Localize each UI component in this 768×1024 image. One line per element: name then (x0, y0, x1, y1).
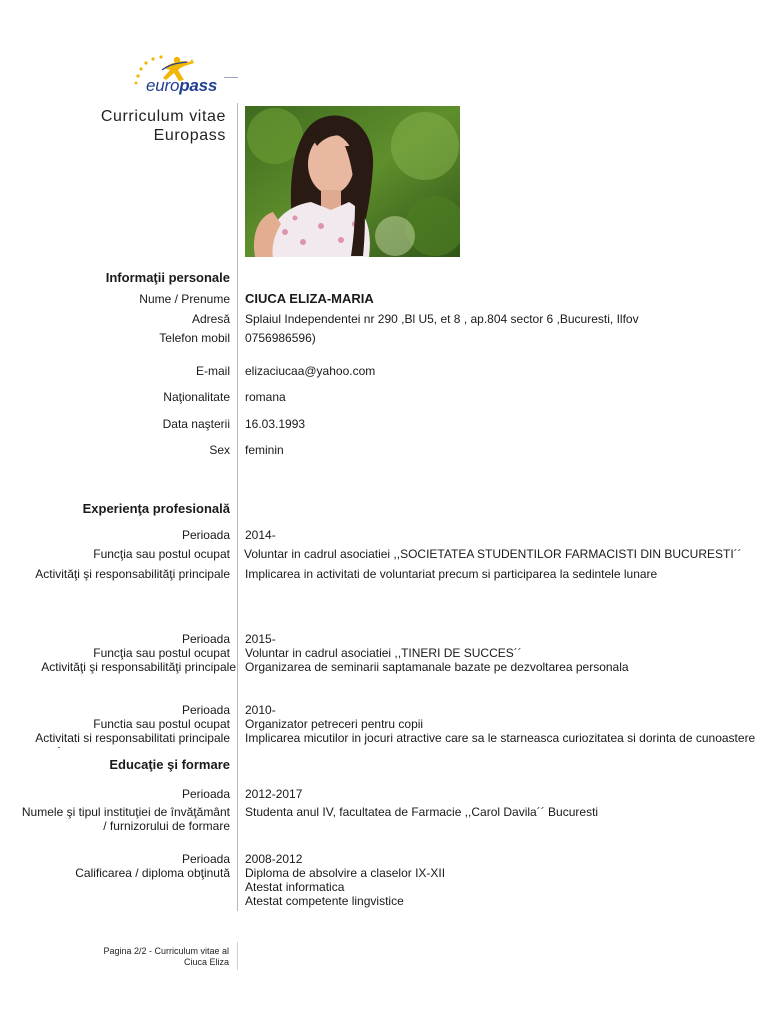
edu2-period-label: Perioada (181, 852, 230, 866)
cv-title-line1: Curriculum vitae (100, 108, 226, 125)
exp1-role: Voluntar in cadrul asociatiei ,,SOCIETATEA STUDENTILOR FARMACISTI DIN BUCURESTI´´ (244, 547, 742, 561)
logo-underline (224, 77, 238, 78)
exp2-activities-row (0, 660, 768, 676)
value-email[interactable]: elizaciucaa@yahoo.com (245, 364, 376, 378)
exp1-activities-row (0, 567, 768, 583)
exp1-activities: Implicarea in activitati de voluntariat precum si participarea la sedintele lunare (245, 567, 658, 581)
edu1-period: 2012-2017 (245, 787, 303, 801)
personal-row-address (0, 312, 768, 328)
value-sex: feminin (245, 443, 284, 457)
edu2-qualification-1: Diploma de absolvire a claselor IX-XII (245, 866, 446, 880)
exp3-activities: Implicarea micutilor in jocuri atractive care sa le starneasca curiozitatea si dorinta de cunoastere (245, 731, 756, 745)
edu2-qualification-label: Calificarea / diploma obţinută (75, 866, 230, 880)
exp3-activities-label: Activitati si responsabilitati principale (35, 731, 230, 745)
label-email: E-mail (195, 364, 230, 378)
exp3-period: 2010- (245, 703, 276, 717)
edu1-institution-label-1: Numele şi tipul instituţiei de învăţământ (21, 805, 230, 819)
value-address: Splaiul Independentei nr 290 ,Bl U5, et 8 , ap.804 sector 6 ,Bucuresti, Ilfov (245, 312, 639, 326)
edu1-period-row (0, 787, 768, 803)
label-nationality: Naţionalitate (163, 390, 230, 404)
label-birthdate: Data naşterii (162, 417, 230, 431)
europass-logo (132, 50, 242, 100)
footer-line2: Ciuca Eliza (183, 957, 229, 967)
exp2-period: 2015- (245, 632, 276, 646)
exp2-period-label: Perioada (181, 632, 230, 646)
logo-text-euro: euro (146, 76, 180, 95)
value-nationality: romana (245, 390, 286, 404)
exp1-activities-label: Activităţi şi responsabilităţi principale (35, 567, 230, 581)
edu1-period-label: Perioada (181, 787, 230, 801)
section-work-experience: Experienţa profesională (82, 501, 230, 516)
cv-title (101, 107, 226, 145)
exp3-role: Organizator petreceri pentru copii (245, 717, 424, 731)
exp3-activities-row (0, 731, 768, 747)
exp1-role-label: Funcţia sau postul ocupat (93, 547, 230, 561)
edu2-period: 2008-2012 (245, 852, 303, 866)
stray-mark (58, 747, 60, 748)
personal-row-birthdate (0, 417, 768, 433)
edu1-institution-label-2: / furnizorului de formare (103, 819, 230, 833)
page-footer (103, 946, 229, 968)
edu2-qualification-2: Atestat informatica (245, 880, 345, 894)
footer-divider (237, 942, 238, 970)
exp2-activities-label: Activităţi şi responsabilităţi principale (41, 660, 236, 674)
exp2-role-label: Funcţia sau postul ocupat (93, 646, 230, 660)
label-address: Adresă (191, 312, 230, 326)
edu2-qualification-3: Atestat competente lingvistice (245, 894, 404, 908)
value-name: CIUCA ELIZA-MARIA (245, 291, 374, 306)
exp1-period-label: Perioada (181, 528, 230, 542)
footer-line1: Pagina 2/2 - Curriculum vitae al (103, 946, 229, 956)
personal-row-name (0, 292, 768, 308)
exp3-role-label: Functia sau postul ocupat (93, 717, 230, 731)
cv-title-line2: Europass (153, 127, 226, 144)
edu1-institution: Studenta anul IV, facultatea de Farmacie ,,Carol Davila´´ Bucuresti (245, 805, 599, 819)
exp1-role-row (0, 547, 768, 563)
label-phone: Telefon mobil (159, 331, 230, 345)
logo-text-pass: pass (179, 76, 218, 95)
profile-photo (245, 106, 460, 257)
value-phone: 0756986596) (245, 331, 316, 345)
value-birthdate: 16.03.1993 (245, 417, 306, 431)
personal-row-nationality (0, 390, 768, 406)
edu2-qualification-row-3 (0, 894, 768, 910)
exp2-role: Voluntar in cadrul asociatiei ,,TINERI DE SUCCES´´ (245, 646, 522, 660)
label-name: Nume / Prenume (139, 292, 230, 306)
personal-row-phone (0, 331, 768, 347)
exp1-period: 2014- (245, 528, 276, 542)
exp2-activities: Organizarea de seminarii saptamanale bazate pe dezvoltarea personala (245, 660, 629, 674)
section-personal-info: Informaţii personale (105, 270, 230, 285)
edu1-institution-label-row (0, 819, 768, 835)
label-sex: Sex (209, 443, 230, 457)
personal-row-email (0, 364, 768, 380)
section-education: Educaţie şi formare (109, 757, 230, 772)
exp3-period-label: Perioada (181, 703, 230, 717)
exp1-period-row (0, 528, 768, 544)
personal-row-sex (0, 443, 768, 459)
europass-wordmark (146, 76, 217, 96)
